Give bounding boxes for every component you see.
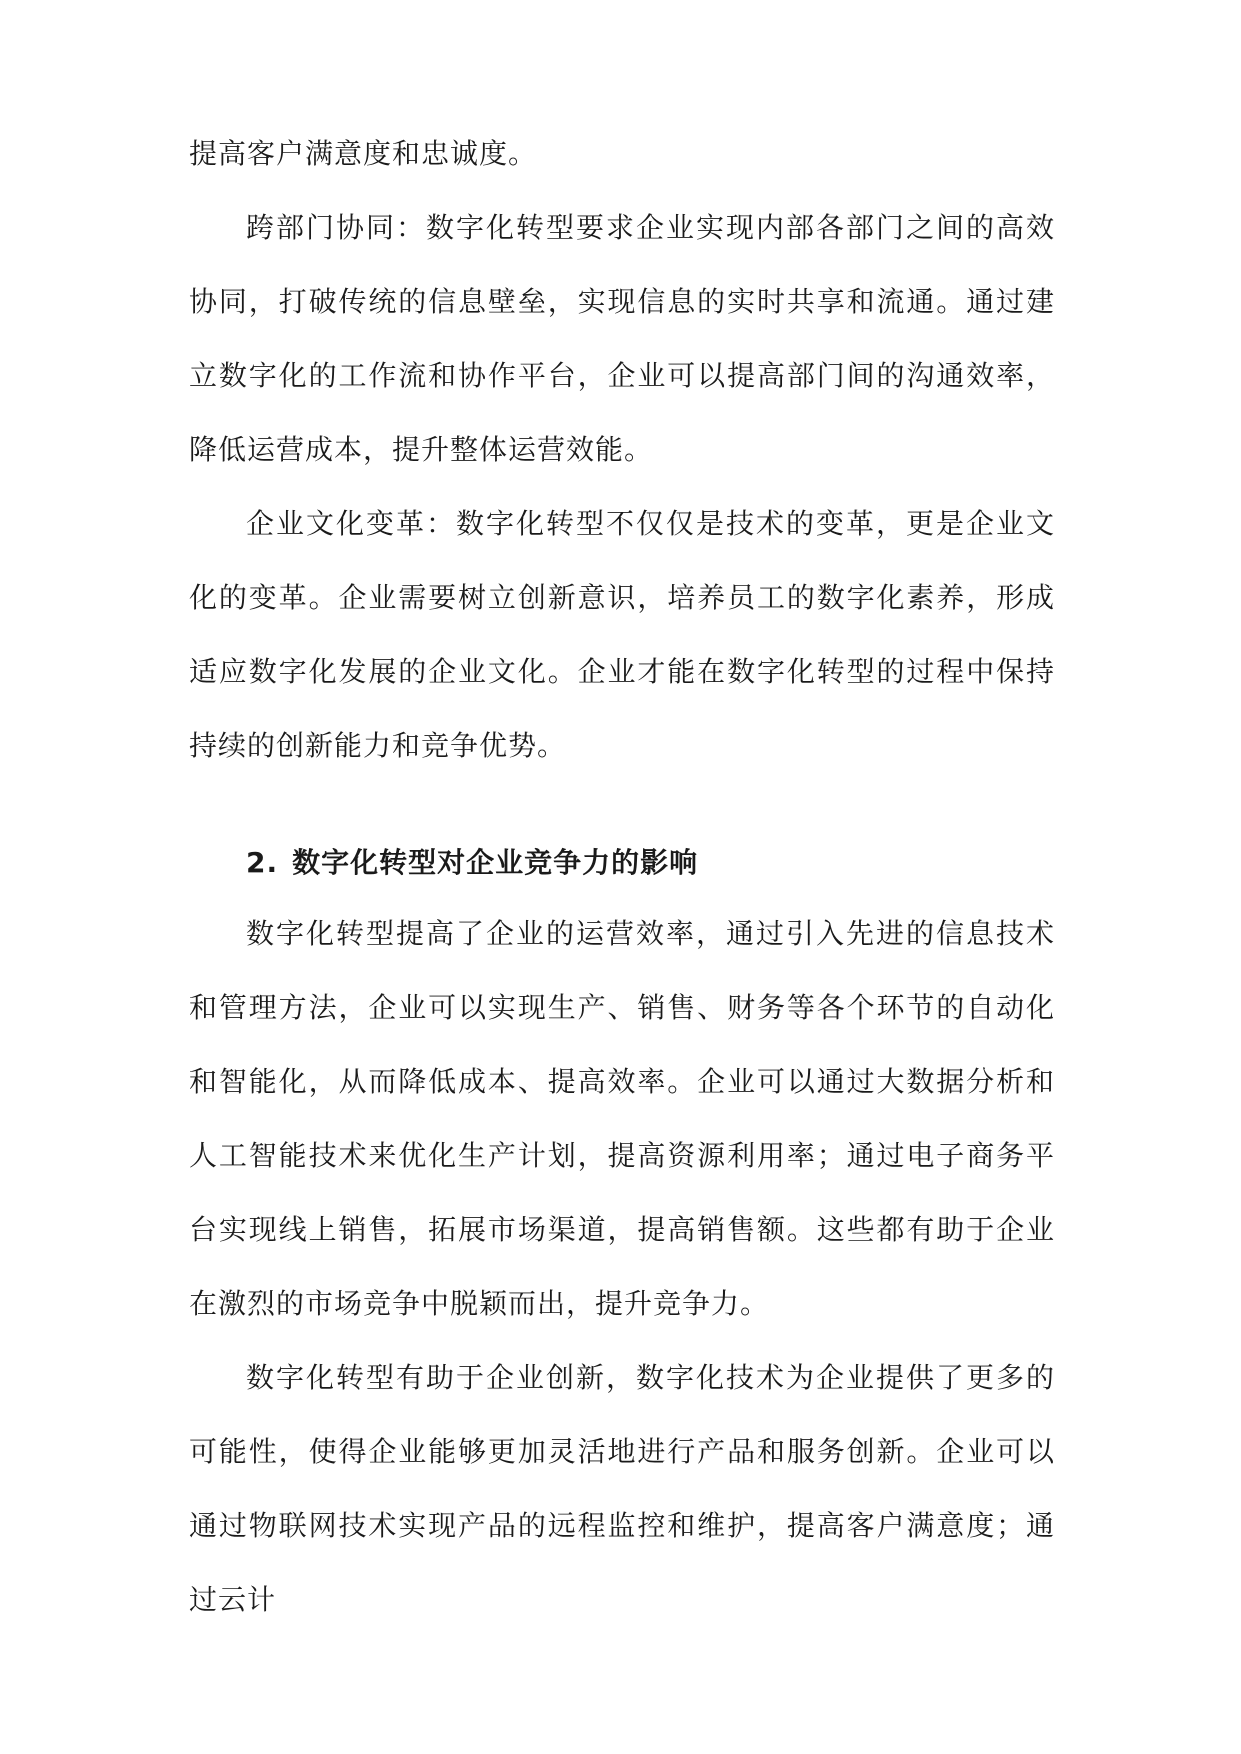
paragraph-continuation: 提高客户满意度和忠诚度。 <box>189 137 538 170</box>
section-one-body <box>189 117 1055 783</box>
section-heading-number: 2. <box>246 846 279 879</box>
paragraph-operational-efficiency: 数字化转型提高了企业的运营效率，通过引入先进的信息技术和管理方法，企业可以实现生产、销售、财务等各个环节的自动化和智能化，从而降低成本、提高效率。企业可以通过大数据分析和人工智能技术来优化生产计划，提高资源利用率；通过电子商务平台实现线上销售，拓展市场渠道，提高销售额。这些都有助于企业在激烈的市场竞争中脱颖而出，提升竞争力。 <box>189 917 1055 1320</box>
paragraph-cross-department: 跨部门协同：数字化转型要求企业实现内部各部门之间的高效协同，打破传统的信息壁垒，实现信息的实时共享和流通。通过建立数字化的工作流和协作平台，企业可以提高部门间的沟通效率，降低运营成本，提升整体运营效能。 <box>189 211 1055 466</box>
section-two-body <box>189 897 1055 1637</box>
paragraph-innovation: 数字化转型有助于企业创新，数字化技术为企业提供了更多的可能性，使得企业能够更加灵活地进行产品和服务创新。企业可以通过物联网技术实现产品的远程监控和维护，提高客户满意度；通过云计 <box>189 1361 1055 1616</box>
section-heading-title: 数字化转型对企业竞争力的影响 <box>292 846 699 879</box>
paragraph-culture-change: 企业文化变革：数字化转型不仅仅是技术的变革，更是企业文化的变革。企业需要树立创新意识，培养员工的数字化素养，形成适应数字化发展的企业文化。企业才能在数字化转型的过程中保持持续的创新能力和竞争优势。 <box>189 507 1055 762</box>
section-heading <box>246 843 698 883</box>
